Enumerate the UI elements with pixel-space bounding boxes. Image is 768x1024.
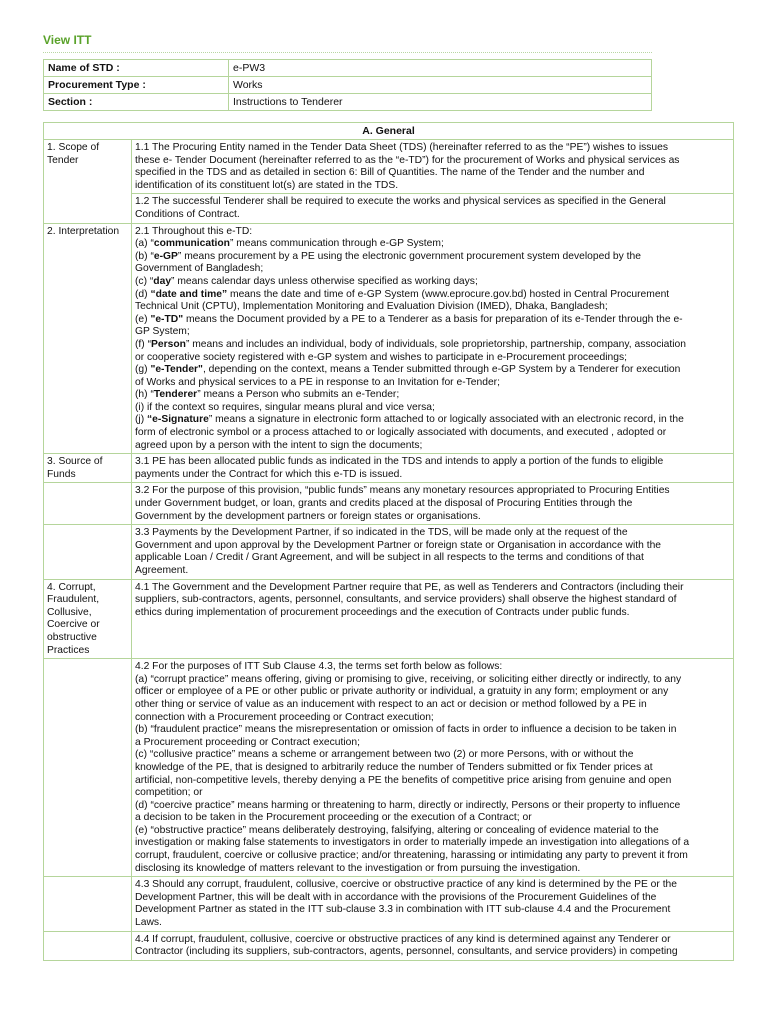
clause-line: ethics during implementation of procurement proceedings and the execution of Contracts under public funds. (135, 606, 630, 618)
clause-line: Conditions of Contract. (135, 208, 240, 220)
clause-line: artificial, non-competitive levels, thereby denying a PE the benefits of competitive price arising from genuine and open (135, 774, 672, 786)
clause-label-scope (44, 140, 132, 224)
label-line: Tender (47, 154, 79, 166)
label-line: obstructive (47, 631, 97, 643)
itt-clauses-table (43, 122, 734, 961)
clause-1-2 (132, 194, 734, 223)
defined-term: e-GP (153, 250, 178, 262)
empty-label-cell (44, 931, 132, 960)
definition-h: (h) “Tenderer” means a Person who submits an e-Tender; (135, 389, 400, 401)
definition-f: (f) “Person” means and includes an individual, body of individuals, sole proprietorship, partnership, company, association (135, 338, 687, 350)
clause-line: GP System; (135, 326, 190, 338)
clause-line: 1.2 The successful Tenderer shall be required to execute the works and physical services as specified in the General (135, 196, 666, 208)
procurement-type-value: Works (229, 77, 652, 94)
section-heading-row (44, 123, 734, 140)
clause-line: Agreement. (135, 565, 189, 576)
clause-4-2 (132, 659, 734, 877)
clause-3-1 (132, 454, 734, 483)
label-line: Practices (47, 644, 90, 656)
section-label: Section : (44, 94, 229, 111)
clause-label-source (44, 454, 132, 483)
section-value: Instructions to Tenderer (229, 94, 652, 111)
clause-line: 4.3 Should any corrupt, fraudulent, collusive, coercive or obstructive practice of any kind is determined by the PE or the (135, 879, 678, 891)
clause-line: applicable Loan / Credit / Grant Agreement, and will be subject in all respects to the terms and conditions of that (135, 552, 644, 564)
clause-line: connection with a Procurement proceeding or Contract execution; (135, 711, 434, 723)
clause-row (44, 659, 734, 877)
clause-label-interpretation (44, 223, 132, 454)
clause-row (44, 525, 734, 579)
clause-line: 4.4 If corrupt, fraudulent, collusive, coercive or obstructive practices of any kind is determined against any Tenderer or (135, 933, 671, 945)
label-line: 4. Corrupt, (47, 581, 96, 593)
std-name-value: e-PW3 (229, 60, 652, 77)
clause-line: 4.1 The Government and the Development Partner require that PE, as well as Tenderers and Contractors (including their (135, 581, 684, 593)
clause-line: officer or employee of a PE or other public or private authority or individual, a gratuity in any form; employment or any (135, 686, 669, 698)
clause-line: knowledge of the PE, that is designed to arbitrarily reduce the number of Tenders submitted or fix Tender prices at (135, 761, 653, 773)
clause-line: or cooperative society registered with e-GP system and wishes to participate in e-Procurement proceedings; (135, 351, 628, 363)
clause-line: Contractor (including its suppliers, sub-contractors, agents, personnel, consultants, and service providers) in competing (135, 946, 678, 958)
label-line: 3. Source of (47, 456, 103, 468)
procurement-type-label: Procurement Type : (44, 77, 229, 94)
clause-line: a Procurement proceeding or Contract execution; (135, 736, 360, 748)
clause-line: (d) “coercive practice” means harming or threatening to harm, directly or indirectly, Persons or their property to influence (135, 799, 681, 811)
definition-b: (b) “e-GP” means procurement by a PE using the electronic government procurement system developed by the (135, 250, 641, 262)
clause-line: under Government budget, or loan, grants and credits placed at the disposal of Procuring Entities through the (135, 498, 633, 510)
clause-line: a decision to be taken in the Procurement proceeding or the execution of a Contract; or (135, 812, 532, 824)
empty-label-cell (44, 525, 132, 579)
definition-c: (c) “day” means calendar days unless otherwise specified as working days; (135, 275, 478, 287)
clause-line: 2.1 Throughout this e-TD: (135, 225, 253, 237)
defined-term: "e-TD" (150, 313, 184, 325)
clause-label-corrupt (44, 579, 132, 659)
label-line: Funds (47, 468, 76, 480)
clause-line: investigation or making false statements to investigators in order to materially impede an investigation into allegations of a (135, 837, 690, 849)
label-line: 1. Scope of (47, 142, 100, 153)
clause-line: these e- Tender Document (hereinafter referred to as the “e-TD”) for the procurement of Works and physical services as (135, 154, 680, 166)
defined-term: "e-Tender" (150, 364, 203, 376)
clause-line: Technical Unit (CPTU), Implementation Monitoring and Evaluation Division (IMED), Dhaka, Bangladesh; (135, 301, 608, 313)
clause-line: identification of its constituent lot(s) are stated in the TDS. (135, 179, 399, 191)
info-row-section (44, 94, 652, 111)
clause-line: (a) “corrupt practice” means offering, giving or promising to give, receiving, or soliciting either directly or indirectly, to any (135, 673, 682, 685)
info-row-std-name (44, 60, 652, 77)
clause-line: other thing or service of value as an inducement with respect to an act or decision or method followed by a PE in (135, 698, 647, 710)
clause-line: corrupt, fraudulent, coercive or collusive practice; and/or threatening, harassing or intimidating any party to prevent it from (135, 850, 688, 862)
clause-line: Laws. (135, 917, 162, 929)
clause-line: 4.2 For the purposes of ITT Sub Clause 4.3, the terms set forth below as follows: (135, 661, 503, 673)
clause-line: 3.1 PE has been allocated public funds as indicated in the TDS and intends to apply a portion of the funds to eligible (135, 456, 664, 468)
clause-line: Government by the development partners or foreign states or organisations. (135, 510, 481, 522)
clause-row (44, 877, 734, 931)
clause-line: specified in the TDS and as detailed in section 6: Bill of Quantities. The name of the Tender and the number and (135, 167, 645, 179)
clause-row (44, 931, 734, 960)
std-name-label: Name of STD : (44, 60, 229, 77)
defined-term: Person (151, 338, 186, 350)
clause-line: Development Partner as stated in the ITT sub-clause 3.3 in combination with ITT sub-clause 4.4 and the Procurement (135, 904, 671, 916)
clause-4-3 (132, 877, 734, 931)
clause-3-3 (132, 525, 734, 579)
title-divider (43, 52, 652, 53)
clause-line: (e) “obstructive practice” means deliberately destroying, falsifying, altering or concealing of evidence material to the (135, 824, 659, 836)
clause-line: Government and upon approval by the Development Partner or foreign state or Organisation in accordance with the (135, 539, 662, 551)
clause-line: disclosing its knowledge of matters relevant to the investigation or from pursuing the investigation. (135, 862, 581, 874)
clause-row (44, 140, 734, 194)
clause-line: agreed upon by a person with the intent to sign the documents; (135, 439, 423, 451)
defined-term: day (153, 275, 172, 287)
definition-i: (i) if the context so requires, singular means plural and vice versa; (135, 401, 435, 413)
info-row-procurement-type (44, 77, 652, 94)
definition-j: (j) “e-Signature” means a signature in electronic form attached to or logically associated with an electronic record, in the (135, 414, 684, 426)
definition-d: (d) “date and time” means the date and time of e-GP System (www.eprocure.gov.bd) hosted in Central Procurement (135, 288, 670, 300)
clause-line: payments under the Contract for which this e-TD is issued. (135, 468, 403, 480)
section-heading: A. General (44, 123, 734, 140)
clause-line: suppliers, sub-contractors, agents, personnel, consultants, and service providers) shall observe the highest standard of (135, 594, 677, 606)
page-title: View ITT (43, 33, 92, 47)
clause-line: competition; or (135, 787, 203, 799)
clause-line: of Works and physical services to a PE in response to an Invitation for e-Tender; (135, 376, 500, 388)
clause-row (44, 579, 734, 659)
label-line: Coercive or (47, 619, 100, 631)
defined-term: “date and time” (150, 288, 228, 300)
label-line: 2. Interpretation (47, 225, 120, 237)
clause-row (44, 223, 734, 454)
definition-g: (g) "e-Tender", depending on the context, means a Tender submitted through e-GP System by a Tenderer for execution (135, 364, 681, 376)
std-info-table (43, 59, 652, 111)
defined-term: communication (153, 238, 230, 250)
clause-4-4 (132, 931, 734, 960)
clause-line: form of electronic symbol or a process attached to or logically associated with documents, and executed , adopted or (135, 427, 667, 439)
definition-a: (a) “communication” means communication through e-GP System; (135, 238, 444, 250)
clause-4-1 (132, 579, 734, 659)
definition-e: (e) "e-TD" means the Document provided by a PE to a Tenderer as a basis for preparation of its e-Tender through the e- (135, 313, 683, 325)
clause-line: Development Partner, this will be dealt with in accordance with the provisions of the Procurement Guidelines of the (135, 891, 657, 903)
clause-line: 3.3 Payments by the Development Partner, if so indicated in the TDS, will be made only at the request of the (135, 527, 628, 539)
clause-line: (c) “collusive practice” means a scheme or arrangement between two (2) or more Persons, with or without the (135, 749, 634, 761)
clause-1-1 (132, 140, 734, 194)
clause-row (44, 483, 734, 525)
clause-row (44, 194, 734, 223)
defined-term: Tenderer (153, 389, 198, 401)
empty-label-cell (44, 659, 132, 877)
label-line: Collusive, (47, 606, 92, 618)
clause-line: 3.2 For the purpose of this provision, “public funds” means any monetary resources appropriated to Procuring Entities (135, 485, 670, 497)
clause-row (44, 454, 734, 483)
empty-label-cell (44, 877, 132, 931)
label-line: Fraudulent, (47, 594, 100, 606)
clause-line: (b) “fraudulent practice” means the misrepresentation or omission of facts in order to influence a decision to be taken in (135, 724, 677, 736)
clause-2-1 (132, 223, 734, 454)
empty-label-cell (44, 483, 132, 525)
defined-term: “e-Signature (147, 414, 209, 426)
clause-3-2 (132, 483, 734, 525)
clause-line: Government of Bangladesh; (135, 263, 264, 275)
clause-line: 1.1 The Procuring Entity named in the Tender Data Sheet (TDS) (hereinafter referred to as the “PE”) wishes to issues (135, 142, 669, 153)
